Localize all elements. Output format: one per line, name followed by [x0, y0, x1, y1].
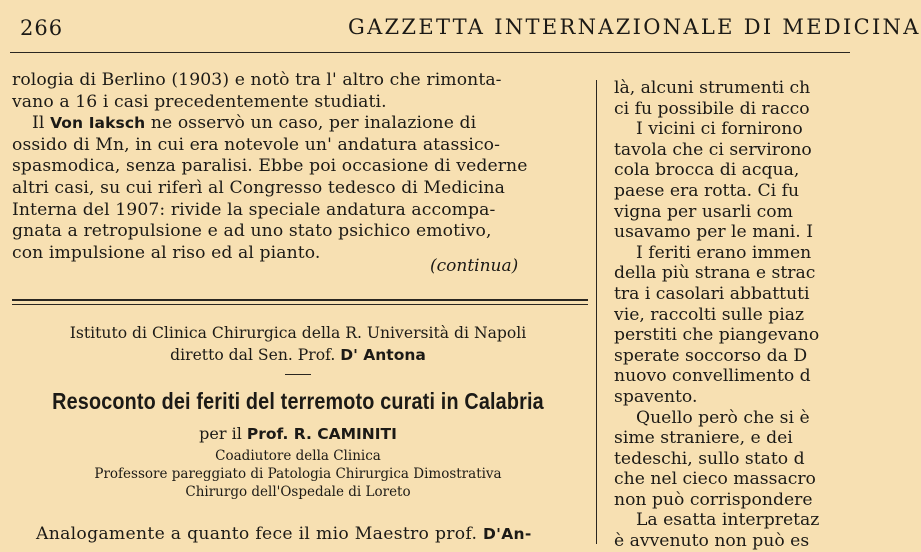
- right-line: I feriti erano immen: [636, 242, 812, 263]
- author-role: Chirurgo dell'Ospedale di Loreto: [185, 484, 411, 500]
- left-line: Interna del 1907: rivide la speciale andatura accompa-: [12, 199, 496, 220]
- column-rule: [596, 80, 597, 544]
- right-column-text: [614, 78, 850, 552]
- left-line: vano a 16 i casi precedentemente studiati.: [12, 91, 387, 112]
- institute-line: Istituto di Clinica Chirurgica della R. Università di Napoli: [69, 324, 527, 342]
- author-role: Coadiutore della Clinica: [215, 448, 381, 464]
- right-line: vigna per usarli com: [614, 201, 793, 222]
- author-name: Prof. R. CAMINITI: [246, 425, 397, 443]
- article-title: Resoconto dei feriti del terremoto curati in Calabria: [52, 388, 544, 414]
- right-line: spavento.: [614, 386, 698, 407]
- right-line: tedeschi, sullo stato d: [614, 448, 805, 469]
- header-rule: [10, 52, 850, 53]
- author-role: Professore pareggiato di Patologia Chirurgica Dimostrativa: [94, 466, 502, 482]
- text-run: Analogamente a quanto fece il mio Maestro prof.: [36, 524, 483, 544]
- title-dash: [285, 374, 311, 375]
- right-line: cola brocca di acqua,: [614, 160, 800, 181]
- right-line: sime straniere, e dei: [614, 428, 793, 449]
- right-line: Quello però che si è: [636, 407, 810, 428]
- right-line: là, alcuni strumenti ch: [614, 78, 811, 98]
- right-line: ci fu possibile di racco: [614, 98, 810, 119]
- text-run: diretto dal Sen. Prof.: [170, 346, 341, 364]
- right-line: vie, raccolti sulle piaz: [614, 304, 805, 325]
- left-line: con impulsione al riso ed al pianto.: [12, 242, 321, 263]
- left-line: gnata a retropulsione e ad uno stato psichico emotivo,: [12, 221, 492, 242]
- text-run: ne osservò un caso, per inalazione di: [145, 113, 477, 134]
- right-line: La esatta interpretaz: [636, 510, 820, 531]
- maestro-name: D'An-: [483, 525, 532, 543]
- right-line: I vicini ci fornirono: [636, 119, 803, 140]
- section-separator: [12, 299, 588, 301]
- left-line: rologia di Berlino (1903) e notò tra l' altro che rimonta-: [12, 70, 502, 90]
- left-line: altri casi, su cui riferì al Congresso tedesco di Medicina: [12, 177, 505, 198]
- left-line: spasmodica, senza paralisi. Ebbe poi occasione di vederne: [12, 156, 528, 177]
- page-number: 266: [20, 16, 64, 40]
- byline: [12, 424, 584, 443]
- institute-director-line: [12, 346, 584, 364]
- right-line: è avvenuto non può es: [614, 531, 810, 552]
- text-run: per il: [199, 424, 247, 443]
- right-line: paese era rotta. Ci fu: [614, 180, 800, 201]
- continua-note: (continua): [430, 256, 519, 276]
- journal-title: GAZZETTA INTERNAZIONALE DI MEDICINA: [348, 15, 921, 39]
- right-line: della più strana e strac: [614, 263, 816, 284]
- left-line: ossido di Mn, in cui era notevole un' andatura atassico-: [12, 134, 501, 155]
- left-line: [12, 113, 584, 135]
- right-line: tavola che ci servirono: [614, 139, 812, 160]
- left-column-text: [12, 70, 584, 264]
- director-name: D' Antona: [340, 346, 426, 364]
- right-line: non può corrispondere: [614, 489, 813, 510]
- author-name-von-iaksch: Von Iaksch: [50, 114, 146, 133]
- right-line: sperate soccorso da D: [614, 345, 808, 366]
- right-line: tra i casolari abbattuti: [614, 283, 810, 304]
- right-line: nuovo convellimento d: [614, 366, 811, 387]
- article-first-line: [36, 524, 532, 544]
- right-line: usavamo per le mani. I: [614, 222, 814, 243]
- right-line: perstiti che piangevano: [614, 325, 820, 346]
- text-run: Il: [32, 113, 51, 134]
- section-separator: [12, 304, 588, 305]
- right-line: che nel cieco massacro: [614, 469, 816, 490]
